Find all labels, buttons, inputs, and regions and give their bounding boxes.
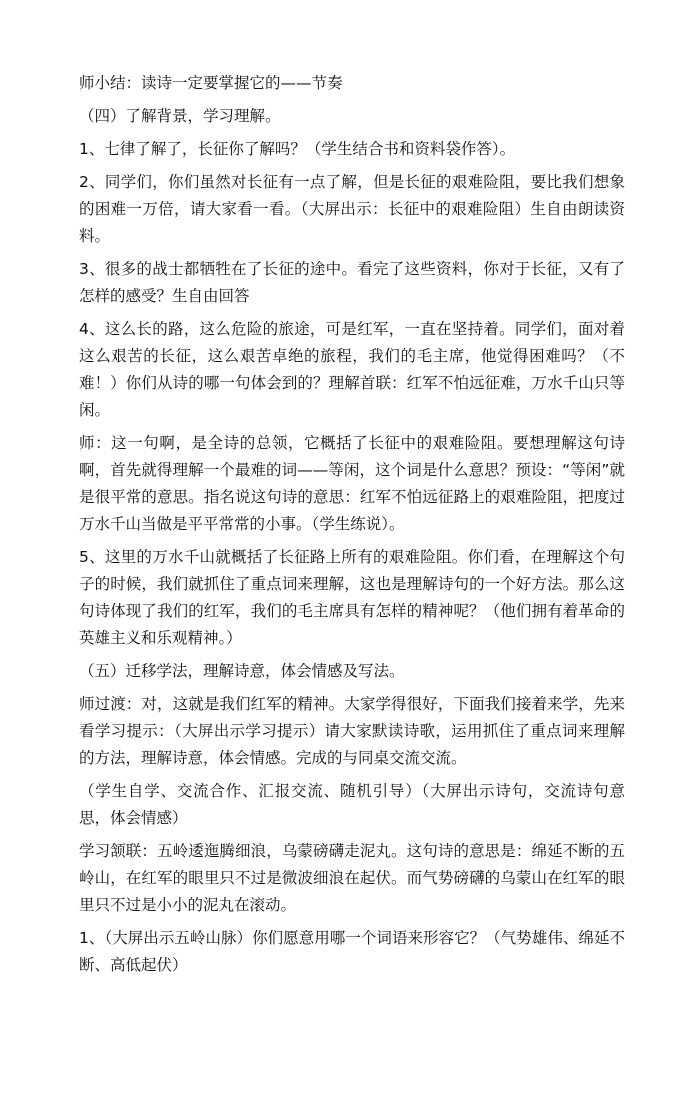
paragraph-couplet-study: 学习颔联：五岭逶迤腾细浪，乌蒙磅礴走泥丸。这句诗的意思是：绵延不断的五岭山，在红军的眼里只不过是微波细浪在起伏。而气势磅礴的乌蒙山在红军的眼里只不过是小小的泥丸在滚动。 bbox=[79, 842, 625, 914]
paragraph-step-5: 5、这里的万水千山就概括了长征路上所有的艰难险阻。你们看，在理解这个句子的时候，我们就抓住了重点词来理解，这也是理解诗句的一个好方法。那么这句诗体现了我们的红军，我们的毛主席具有怎样的精神呢？（他们拥有着革命的英雄主义和乐观精神。） bbox=[79, 548, 625, 647]
paragraph-section-four-heading: （四）了解背景，学习理解。 bbox=[79, 107, 281, 125]
paragraph-step-1: 1、七律了解了，长征你了解吗？（学生结合书和资料袋作答）。 bbox=[79, 140, 516, 158]
paragraph-step-4: 4、这么长的路，这么危险的旅途，可是红军，一直在坚持着。同学们，面对着这么艰苦的长征，这么艰苦卓绝的旅程，我们的毛主席，他觉得困难吗？（不难！）你们从诗的哪一句体会到的？理解首联：红军不怕远征难，万水千山只等闲。 bbox=[79, 320, 625, 419]
paragraph-question-1: 1、（大屏出示五岭山脉）你们愿意用哪一个词语来形容它？（气势雄伟、绵延不断、高低起伏） bbox=[79, 929, 625, 974]
paragraph-section-five-heading: （五）迁移学法，理解诗意，体会情感及写法。 bbox=[79, 662, 405, 680]
paragraph-teacher-explanation: 师：这一句啊，是全诗的总领，它概括了长征中的艰难险阻。要想理解这句诗啊，首先就得理解一个最难的词——等闲，这个词是什么意思？预设：“等闲”就是很平常的意思。指名说这句诗的意思：红军不怕远征路上的艰难险阻，把度过万水千山当做是平平常常的小事。（学生练说）。 bbox=[79, 434, 625, 533]
document-page bbox=[79, 70, 625, 985]
paragraph-student-activity: （学生自学、交流合作、汇报交流、随机引导）（大屏出示诗句，交流诗句意思，体会情感） bbox=[79, 782, 625, 827]
paragraph-summary-rhythm: 师小结：读诗一定要掌握它的——节奏 bbox=[79, 74, 343, 92]
paragraph-step-3: 3、很多的战士都牺牲在了长征的途中。看完了这些资料，你对于长征，又有了怎样的感受？生自由回答 bbox=[79, 260, 625, 305]
paragraph-step-2: 2、同学们，你们虽然对长征有一点了解，但是长征的艰难险阻，要比我们想象的困难一万倍，请大家看一看。（大屏出示：长征中的艰难险阻）生自由朗读资料。 bbox=[79, 173, 625, 245]
paragraph-teacher-transition: 师过渡：对，这就是我们红军的精神。大家学得很好，下面我们接着来学，先来看学习提示：（大屏出示学习提示）请大家默读诗歌，运用抓住了重点词来理解的方法，理解诗意，体会情感。完成的与同桌交流交流。 bbox=[79, 695, 625, 767]
